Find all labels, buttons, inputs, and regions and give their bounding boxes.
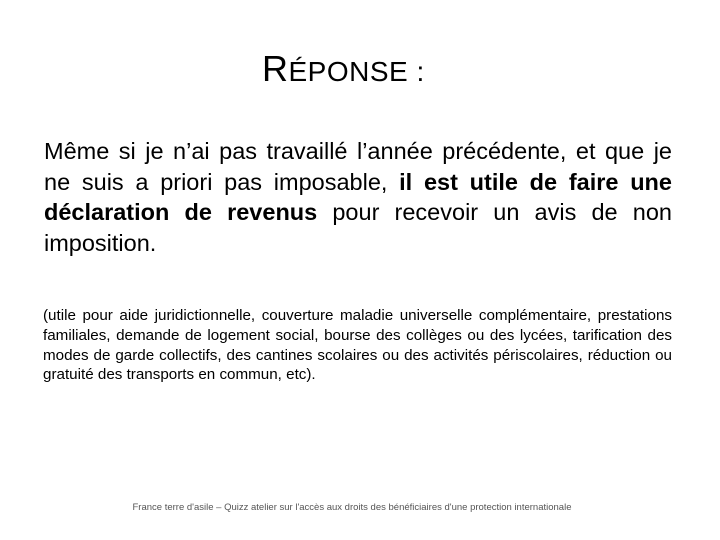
main-text-part2: pour recevoir un avis de non imposition. [44,199,672,256]
slide-title [262,48,425,90]
slide-title-initial: R [262,48,289,89]
main-text-bold: il est utile de faire une déclaration de revenus [44,168,672,225]
detail-paragraph: (utile pour aide juridictionnelle, couverture maladie universelle complémentaire, prestations familiales, demande de logement social, bourse des collèges ou des lycées, tarification des modes de garde collectifs, des cantines scolaires ou des activités périscolaires, réduction ou gratuité des transports en commun, etc). [43,307,672,384]
main-paragraph [44,136,672,258]
slide-footer: France terre d'asile – Quizz atelier sur l'accès aux droits des bénéficiaires d'une protection internationale [132,502,572,513]
slide-title-rest: ÉPONSE : [288,56,425,87]
main-text-part1: Même si je n’ai pas travaillé l’année précédente, et que je ne suis a priori pas imposable, [44,138,672,195]
